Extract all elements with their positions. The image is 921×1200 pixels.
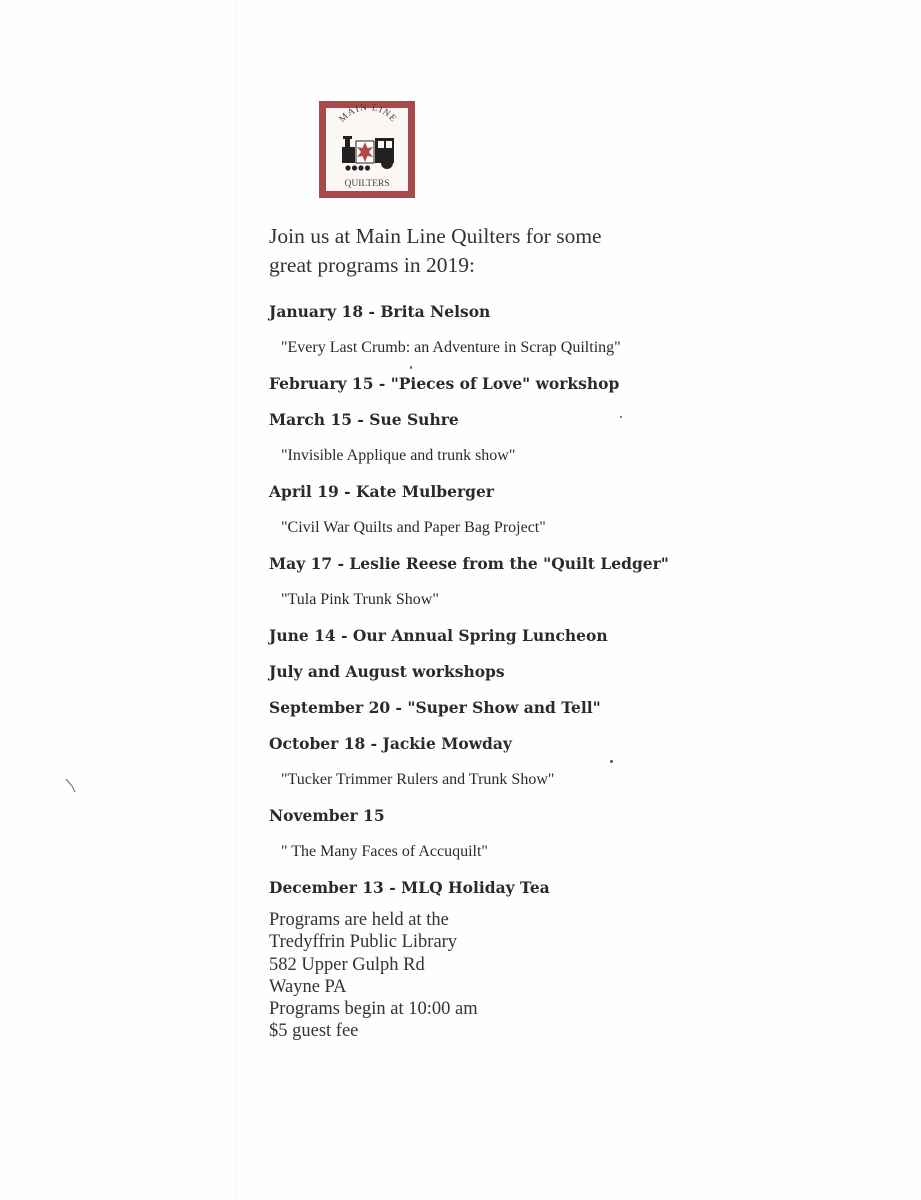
event-title: July and August workshops (269, 662, 505, 681)
event-title: June 14 - Our Annual Spring Luncheon (269, 626, 608, 645)
venue-line: Wayne PA (269, 976, 347, 997)
event-description: "Invisible Applique and trunk show" (281, 447, 516, 464)
event-title: January 18 - Brita Nelson (269, 302, 491, 321)
event-title: May 17 - Leslie Reese from the "Quilt Ledger" (269, 554, 669, 573)
venue-line: $5 guest fee (269, 1021, 359, 1042)
event-description: " The Many Faces of Accuquilt" (281, 843, 488, 860)
venue-line: 582 Upper Gulph Rd (269, 954, 425, 975)
logo-top-text: MAIN LINE (337, 102, 399, 125)
scan-speck (620, 416, 622, 418)
event-description: "Tucker Trimmer Rulers and Trunk Show" (281, 771, 555, 788)
event-title: December 13 - MLQ Holiday Tea (269, 878, 550, 897)
intro-line: Join us at Main Line Quilters for some (269, 224, 602, 248)
event-description: "Every Last Crumb: an Adventure in Scrap Quilting" (281, 339, 621, 356)
scan-mark (64, 778, 78, 794)
program-schedule (269, 298, 709, 910)
scan-speck (610, 760, 613, 763)
main-line-quilters-logo (319, 101, 415, 198)
event-title: March 15 - Sue Suhre (269, 410, 459, 429)
event-title: April 19 - Kate Mulberger (269, 482, 494, 501)
scan-edge (236, 0, 238, 1200)
event-title: September 20 - "Super Show and Tell" (269, 698, 601, 717)
intro-text (269, 222, 689, 280)
venue-line: Tredyffrin Public Library (269, 932, 458, 953)
logo-bottom-text: QUILTERS (344, 179, 390, 189)
intro-line: great programs in 2019: (269, 253, 475, 277)
venue-line: Programs are held at the (269, 910, 449, 930)
venue-info (269, 909, 649, 1043)
event-description: "Civil War Quilts and Paper Bag Project" (281, 519, 546, 536)
venue-line: Programs begin at 10:00 am (269, 999, 478, 1020)
event-title: October 18 - Jackie Mowday (269, 734, 512, 753)
event-description: "Tula Pink Trunk Show" (281, 591, 439, 608)
scan-speck (410, 366, 412, 369)
event-title: February 15 - "Pieces of Love" workshop (269, 374, 620, 393)
event-title: November 15 (269, 806, 385, 825)
